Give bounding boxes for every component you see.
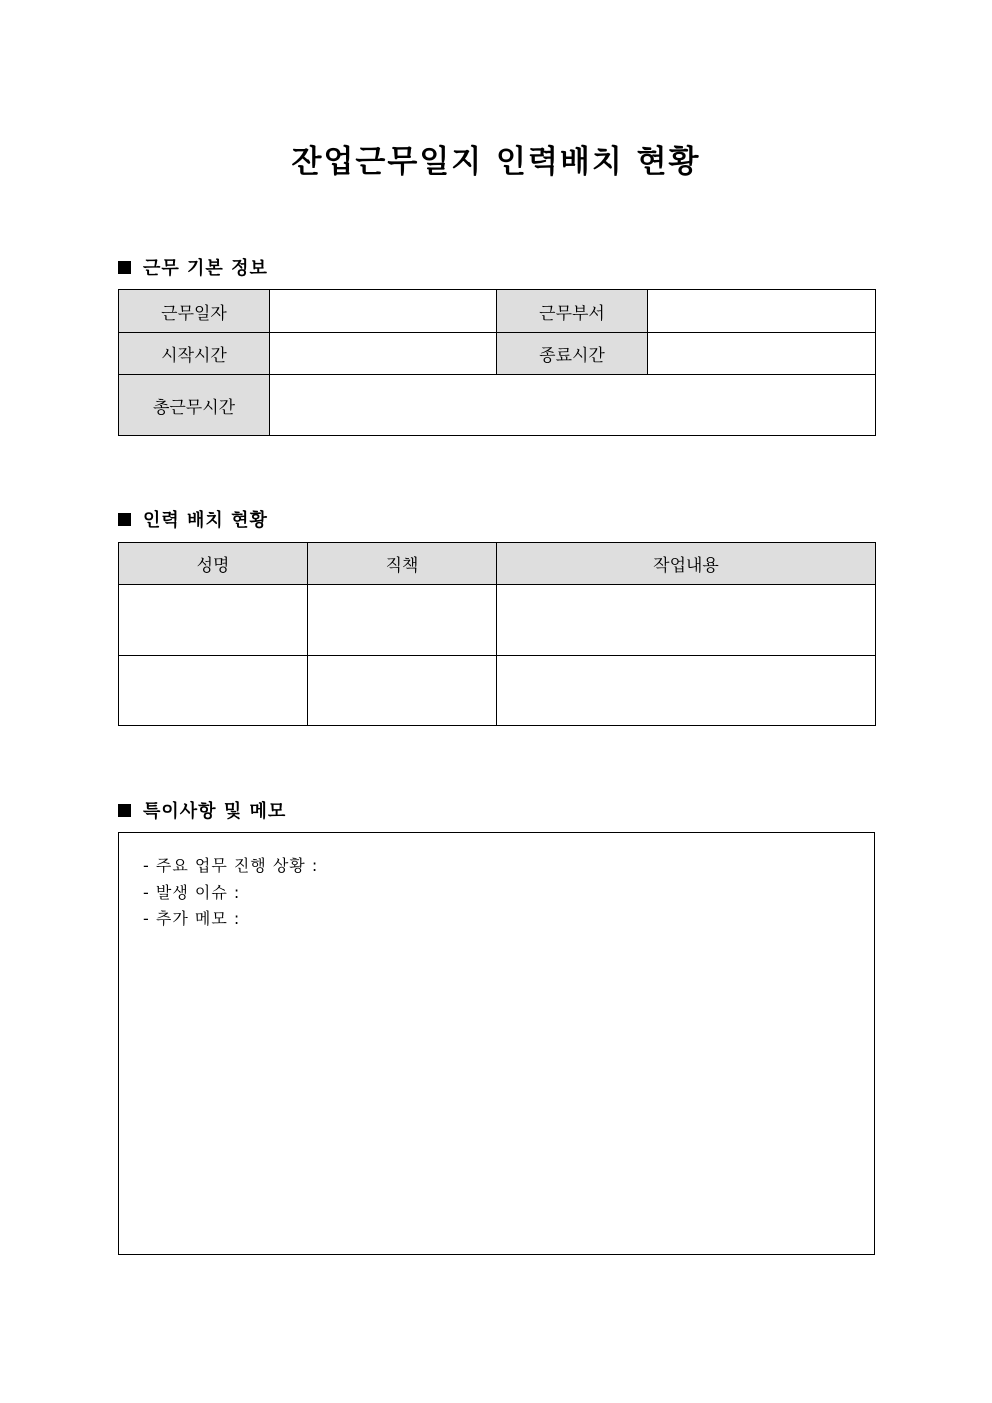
table-row	[119, 656, 876, 726]
section-heading-text: 근무 기본 정보	[143, 258, 268, 279]
square-bullet-icon	[118, 513, 131, 526]
square-bullet-icon	[118, 261, 131, 274]
table-row	[119, 333, 876, 375]
start-time-label: 시작시간	[119, 333, 270, 375]
square-bullet-icon	[118, 804, 131, 817]
table-row	[119, 585, 876, 656]
total-hours-label: 총근무시간	[119, 375, 270, 436]
work-date-field[interactable]	[270, 290, 497, 333]
column-header-task: 작업내용	[497, 543, 876, 585]
table-row	[119, 375, 876, 436]
basic-info-table	[118, 289, 876, 436]
start-time-field[interactable]	[270, 333, 497, 375]
section-heading-text: 특이사항 및 메모	[143, 801, 287, 822]
department-label: 근무부서	[497, 290, 648, 333]
department-field[interactable]	[648, 290, 876, 333]
staffing-table	[118, 542, 876, 726]
notes-memo-box[interactable]	[118, 832, 875, 1255]
section-heading-text: 인력 배치 현황	[143, 510, 268, 531]
notes-list	[119, 833, 874, 933]
list-item: - 추가 메모 :	[143, 909, 241, 928]
list-item: - 발생 이슈 :	[143, 882, 241, 902]
table-row	[119, 290, 876, 333]
column-header-position: 직책	[308, 543, 497, 585]
column-header-name: 성명	[119, 543, 308, 585]
staff-position-cell[interactable]	[308, 585, 497, 656]
end-time-label: 종료시간	[497, 333, 648, 375]
total-hours-field[interactable]	[270, 375, 876, 436]
staff-name-cell[interactable]	[119, 656, 308, 726]
section-heading-notes	[118, 797, 286, 823]
table-header-row	[119, 543, 876, 585]
list-item: - 주요 업무 진행 상황 :	[143, 856, 319, 875]
section-heading-basic-info	[118, 254, 268, 280]
section-heading-staffing	[118, 506, 268, 532]
staff-task-cell[interactable]	[497, 656, 876, 726]
work-date-label: 근무일자	[119, 290, 270, 333]
staff-name-cell[interactable]	[119, 585, 308, 656]
staff-position-cell[interactable]	[308, 656, 497, 726]
staff-task-cell[interactable]	[497, 585, 876, 656]
document-title: 잔업근무일지 인력배치 현황	[291, 144, 701, 180]
end-time-field[interactable]	[648, 333, 876, 375]
